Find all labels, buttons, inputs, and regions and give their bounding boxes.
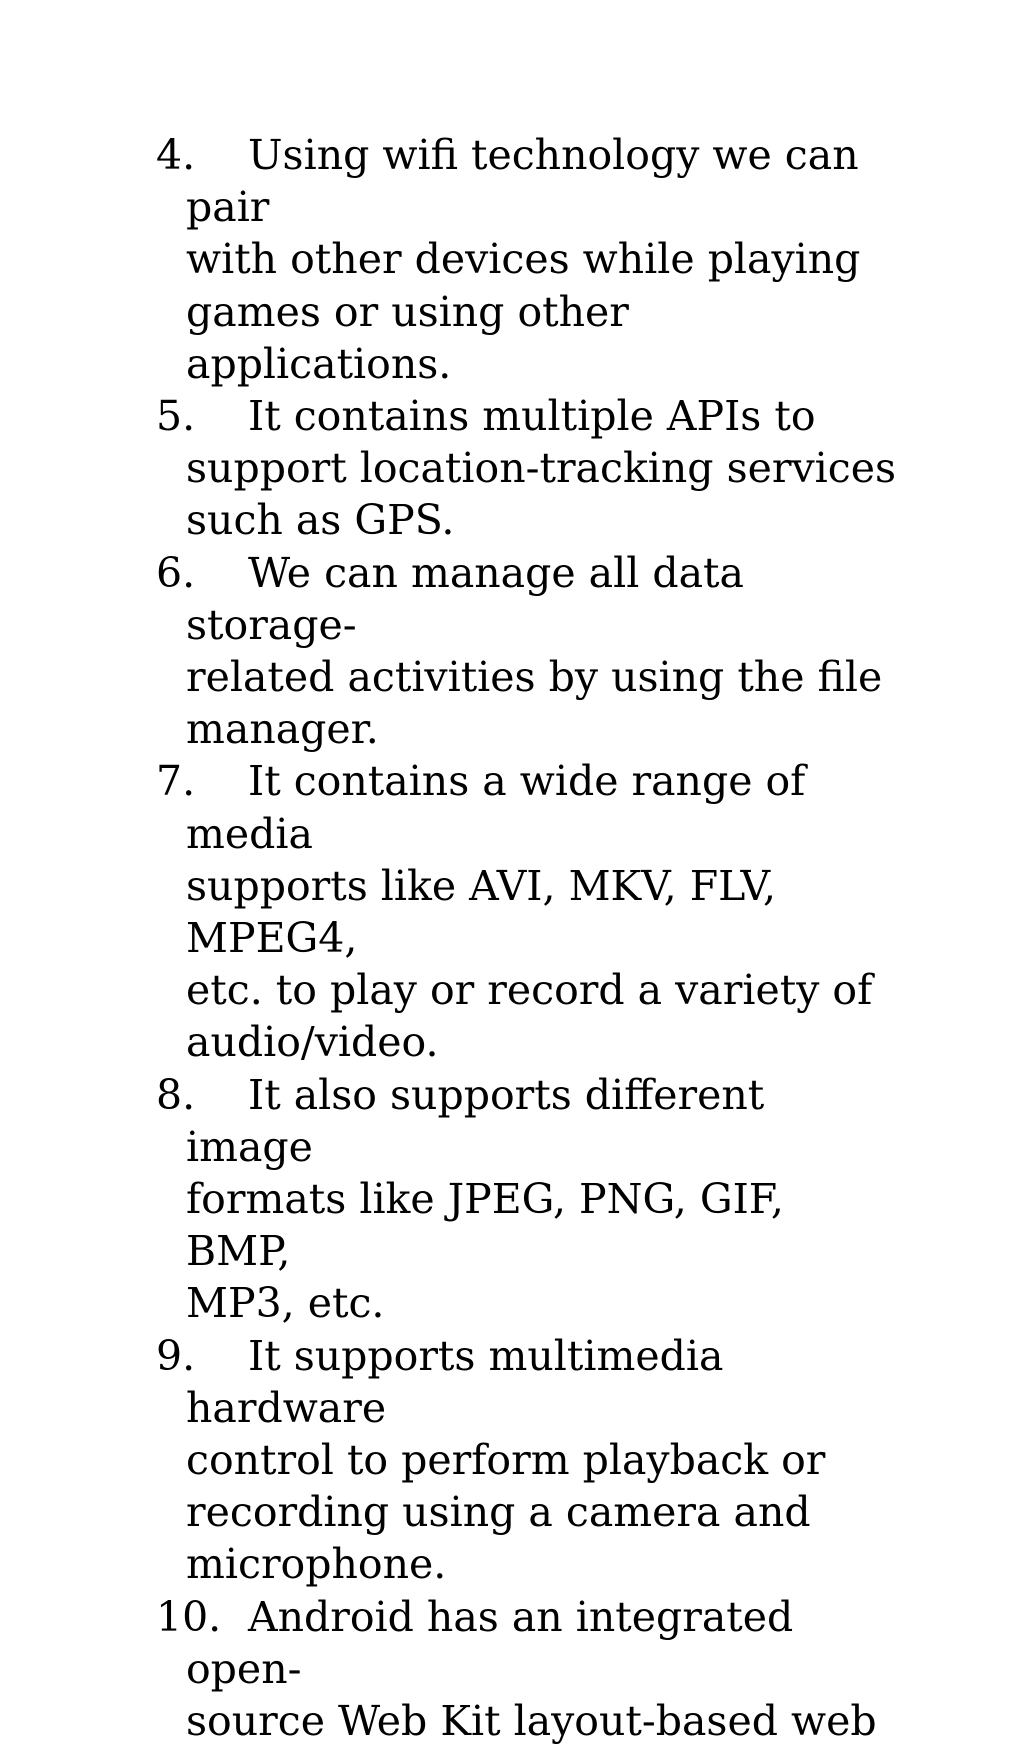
item-line: We can manage all data storage- [186, 548, 744, 649]
item-line: It also supports different image [186, 1070, 765, 1171]
item-line: manager. [186, 705, 379, 754]
item-line: Android has an integrated open- [186, 1592, 794, 1693]
item-line: games or using other applications. [186, 287, 629, 388]
item-number: 8. [156, 1070, 196, 1119]
item-line: source Web Kit layout-based web [186, 1697, 877, 1746]
item-line: It contains multiple APIs to [248, 392, 816, 441]
item-line: such as GPS. [186, 496, 455, 545]
list-item [156, 390, 901, 547]
item-number: 6. [156, 548, 196, 597]
item-line: related activities by using the file [186, 653, 883, 702]
item-line: It supports multimedia hardware [186, 1331, 724, 1432]
item-line: support location-tracking services [186, 444, 897, 493]
list-item [156, 1330, 901, 1591]
list-item [156, 547, 901, 756]
feature-list [156, 129, 901, 1747]
item-line: MP3, etc. [186, 1279, 385, 1328]
item-line: etc. to play or record a variety of [186, 966, 873, 1015]
item-line: microphone. [186, 1540, 447, 1589]
item-line: formats like JPEG, PNG, GIF, BMP, [186, 1175, 784, 1276]
item-line: with other devices while playing [186, 235, 861, 284]
item-line: It contains a wide range of media [186, 757, 806, 858]
item-number: 5. [156, 392, 196, 441]
item-line: Using wifi technology we can pair [186, 131, 859, 232]
item-number: 9. [156, 1331, 196, 1380]
item-number: 4. [156, 131, 196, 179]
item-line: control to perform playback or [186, 1436, 826, 1485]
item-number: 7. [156, 757, 196, 806]
item-line: supports like AVI, MKV, FLV, MPEG4, [186, 861, 776, 963]
list-item [156, 129, 901, 390]
item-line: recording using a camera and [186, 1488, 811, 1537]
list-item [156, 1591, 901, 1747]
item-line: audio/video. [186, 1018, 439, 1067]
list-item [156, 1069, 901, 1330]
list-item [156, 755, 901, 1068]
item-number: 10. [156, 1592, 222, 1641]
